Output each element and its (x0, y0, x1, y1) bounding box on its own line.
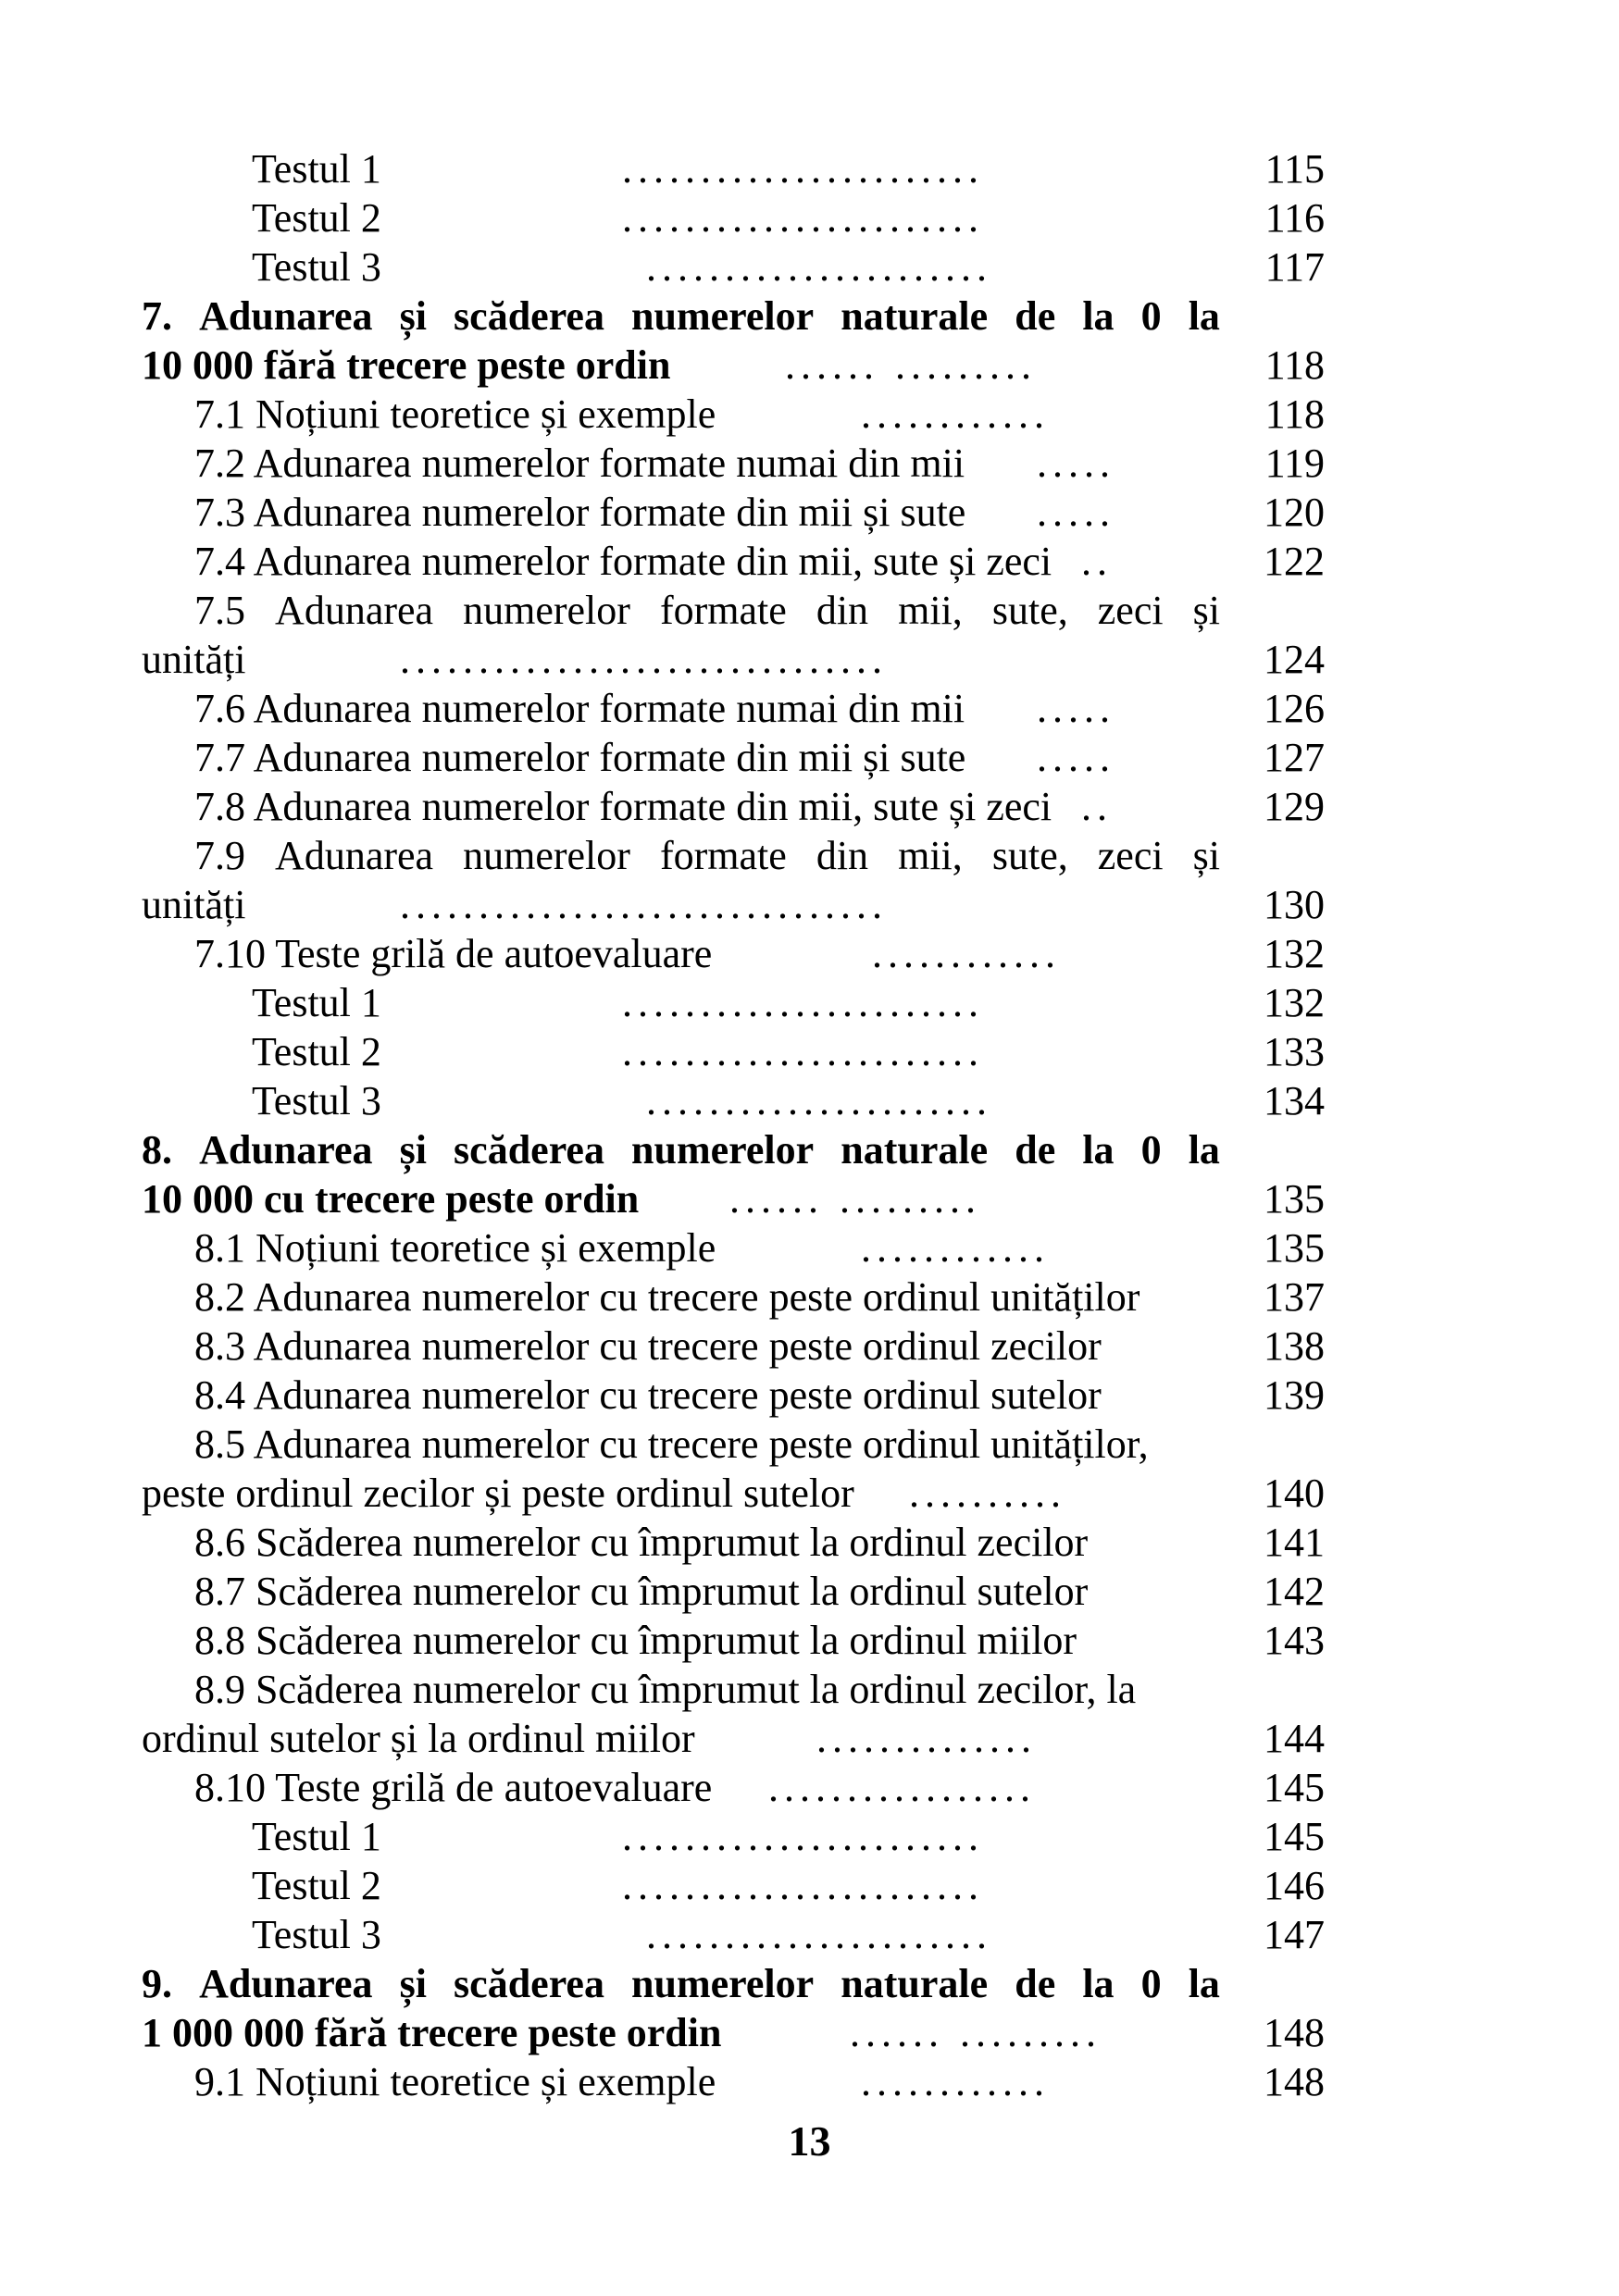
toc-entry-title: Testul 2 (252, 195, 381, 241)
toc-page-number: 129 (1264, 784, 1325, 829)
toc-entry[interactable] (0, 292, 1619, 341)
dot-leader: ...................... (646, 244, 992, 290)
toc-page-number: 144 (1264, 1716, 1325, 1761)
toc-entry-title: Testul 3 (252, 1912, 381, 1957)
toc-entry[interactable] (0, 586, 1619, 635)
toc-entry[interactable] (0, 144, 1619, 193)
toc-entry-title: 7.7 Adunarea numerelor formate din mii și sute (194, 735, 966, 780)
toc-entry-title: 8.2 Adunarea numerelor cu trecere peste ordinul unităților (194, 1274, 1140, 1320)
dot-leader: .. (1081, 784, 1113, 829)
toc-page-number: 135 (1264, 1176, 1325, 1222)
dot-leader: .. (1081, 539, 1113, 584)
toc-page-number: 148 (1264, 2059, 1325, 2104)
toc-page-number: 133 (1264, 1029, 1325, 1074)
toc-entry[interactable] (0, 1420, 1619, 1469)
toc-page-number: 137 (1264, 1274, 1325, 1320)
toc-entry-title: Testul 3 (252, 244, 381, 290)
toc-entry-title: Testul 3 (252, 1078, 381, 1123)
toc-entry[interactable] (0, 1812, 1619, 1861)
toc-entry[interactable] (0, 1665, 1619, 1714)
toc-entry-title: unități (142, 882, 246, 927)
toc-page-number: 118 (1264, 342, 1325, 388)
dot-leader: ..... (1037, 441, 1115, 486)
dot-leader: ....................... (622, 1029, 984, 1074)
toc-page-number: 140 (1264, 1471, 1325, 1516)
toc-entry-title: 8.4 Adunarea numerelor cu trecere peste ordinul sutelor (194, 1372, 1102, 1418)
toc-entry[interactable] (0, 1027, 1619, 1076)
toc-entry-title: Testul 2 (252, 1863, 381, 1908)
toc-entry[interactable] (0, 929, 1619, 978)
toc-entry-title: 7.10 Teste grilă de autoevaluare (194, 931, 713, 976)
toc-page-number: 147 (1264, 1912, 1325, 1957)
toc-page-number: 139 (1264, 1372, 1325, 1418)
toc-entry-title: Testul 2 (252, 1029, 381, 1074)
toc-entry-title: peste ordinul zecilor și peste ordinul sutelor (142, 1471, 854, 1516)
toc-page-number: 117 (1264, 244, 1325, 290)
toc-entry-title: Testul 1 (252, 1814, 381, 1859)
toc-entry[interactable] (0, 1076, 1619, 1125)
toc-entry[interactable] (0, 1959, 1619, 2008)
toc-page-number: 116 (1264, 195, 1325, 241)
toc-entry[interactable] (0, 1371, 1619, 1420)
dot-leader: ..... (1037, 490, 1115, 535)
toc-entry[interactable] (0, 1518, 1619, 1567)
toc-page-number: 130 (1264, 882, 1325, 927)
dot-leader: ...................... (646, 1078, 992, 1123)
toc-entry-title: 8.10 Teste grilă de autoevaluare (194, 1765, 713, 1810)
toc-entry[interactable] (0, 831, 1619, 880)
toc-entry[interactable] (0, 880, 1619, 929)
toc-entry[interactable] (0, 1910, 1619, 1959)
dot-leader: ....................... (622, 1863, 984, 1908)
toc-page-number: 119 (1264, 441, 1325, 486)
toc-entry-title: 8.6 Scăderea numerelor cu împrumut la ordinul zecilor (194, 1520, 1089, 1565)
toc-entry[interactable] (0, 2057, 1619, 2106)
toc-page-number: 132 (1264, 931, 1325, 976)
dot-leader: ...................... (646, 1912, 992, 1957)
toc-entry[interactable] (0, 684, 1619, 733)
toc-entry[interactable] (0, 978, 1619, 1027)
toc-page-number: 115 (1264, 146, 1325, 192)
toc-entry[interactable] (0, 782, 1619, 831)
toc-entry-title: 7.6 Adunarea numerelor formate numai din mii (194, 686, 965, 731)
dot-leader: .............. (816, 1716, 1037, 1761)
toc-entry-title: 7.8 Adunarea numerelor formate din mii, sute și zeci (194, 784, 1052, 829)
dot-leader: ...... ......... (850, 2010, 1102, 2055)
toc-entry-title: 8.3 Adunarea numerelor cu trecere peste ordinul zecilor (194, 1323, 1102, 1369)
toc-entry[interactable] (0, 537, 1619, 586)
toc-entry[interactable] (0, 341, 1619, 390)
toc-entry[interactable] (0, 242, 1619, 292)
toc-entry[interactable] (0, 1616, 1619, 1665)
toc-entry-title: 8.7 Scăderea numerelor cu împrumut la ordinul sutelor (194, 1569, 1089, 1614)
toc-entry-title: 7.5 Adunarea numerelor formate din mii, sute, zeci și (194, 588, 1220, 633)
toc-page-number: 142 (1264, 1569, 1325, 1614)
toc-entry-title: 7.4 Adunarea numerelor formate din mii, sute și zeci (194, 539, 1052, 584)
dot-leader: ...... ......... (729, 1176, 981, 1222)
toc-entry[interactable] (0, 1223, 1619, 1272)
toc-entry-title: 9.1 Noțiuni teoretice și exemple (194, 2059, 716, 2104)
toc-entry[interactable] (0, 1567, 1619, 1616)
dot-leader: ............ (861, 1225, 1050, 1271)
toc-entry-title: unități (142, 637, 246, 682)
dot-leader: ............ (861, 2059, 1050, 2104)
dot-leader: ................. (768, 1765, 1036, 1810)
dot-leader: .......... (909, 1471, 1066, 1516)
toc-entry[interactable] (0, 635, 1619, 684)
page-number: 13 (788, 2117, 831, 2165)
toc-entry[interactable] (0, 1322, 1619, 1371)
toc-page-number: 122 (1264, 539, 1325, 584)
toc-entry-title: 8.1 Noțiuni teoretice și exemple (194, 1225, 716, 1271)
toc-entry[interactable] (0, 390, 1619, 439)
toc-page-number: 127 (1264, 735, 1325, 780)
toc-entry[interactable] (0, 1272, 1619, 1322)
dot-leader: ............ (872, 931, 1061, 976)
dot-leader: ....................... (622, 195, 984, 241)
dot-leader: ..... (1037, 686, 1115, 731)
toc-entry-title: 7.2 Adunarea numerelor formate numai din mii (194, 441, 965, 486)
toc-page-number: 126 (1264, 686, 1325, 731)
toc-entry-title: 8. Adunarea și scăderea numerelor naturale de la 0 la (142, 1127, 1220, 1173)
toc-entry[interactable] (0, 2008, 1619, 2057)
toc-entry-title: 8.8 Scăderea numerelor cu împrumut la ordinul miilor (194, 1618, 1077, 1663)
toc-entry[interactable] (0, 1763, 1619, 1812)
toc-page-number: 135 (1264, 1225, 1325, 1271)
toc-entry[interactable] (0, 1174, 1619, 1223)
toc-entry-title: 7.1 Noțiuni teoretice și exemple (194, 391, 716, 437)
dot-leader: ...... ......... (785, 342, 1037, 388)
dot-leader: ............ (861, 391, 1050, 437)
toc-page-number: 143 (1264, 1618, 1325, 1663)
toc-page-number: 118 (1264, 391, 1325, 437)
toc-entry-title: 10 000 cu trecere peste ordin (142, 1176, 640, 1222)
toc-entry[interactable] (0, 1714, 1619, 1763)
dot-leader: ....................... (622, 146, 984, 192)
toc-entry[interactable] (0, 1469, 1619, 1518)
toc-entry[interactable] (0, 733, 1619, 782)
dot-leader: ............................... (400, 637, 888, 682)
toc-entry-title: 9. Adunarea și scăderea numerelor naturale de la 0 la (142, 1961, 1220, 2006)
toc-page-number: 138 (1264, 1323, 1325, 1369)
toc-entry[interactable] (0, 1125, 1619, 1174)
toc-entry[interactable] (0, 193, 1619, 242)
toc-entry-title: Testul 1 (252, 146, 381, 192)
toc-page-number: 134 (1264, 1078, 1325, 1123)
dot-leader: ....................... (622, 980, 984, 1025)
toc-entry-title: Testul 1 (252, 980, 381, 1025)
toc-entry[interactable] (0, 439, 1619, 488)
toc-entry-title: 10 000 fără trecere peste ordin (142, 342, 671, 388)
toc-entry-title: 7.9 Adunarea numerelor formate din mii, sute, zeci și (194, 833, 1220, 878)
toc-page-number: 148 (1264, 2010, 1325, 2055)
dot-leader: ....................... (622, 1814, 984, 1859)
toc-entry[interactable] (0, 1861, 1619, 1910)
toc-entry-title: 8.9 Scăderea numerelor cu împrumut la ordinul zecilor, la (194, 1667, 1137, 1712)
toc-entry-title: 8.5 Adunarea numerelor cu trecere peste ordinul unităților, (194, 1421, 1149, 1467)
toc-entry-title: 7. Adunarea și scăderea numerelor naturale de la 0 la (142, 293, 1220, 339)
toc-page-number: 145 (1264, 1814, 1325, 1859)
toc-entry-title: 1 000 000 fără trecere peste ordin (142, 2010, 722, 2055)
toc-page-number: 120 (1264, 490, 1325, 535)
toc-entry-title: 7.3 Adunarea numerelor formate din mii și sute (194, 490, 966, 535)
toc-page-number: 145 (1264, 1765, 1325, 1810)
toc-page-number: 132 (1264, 980, 1325, 1025)
toc-page-number: 124 (1264, 637, 1325, 682)
toc-entry-title: ordinul sutelor și la ordinul miilor (142, 1716, 695, 1761)
dot-leader: ..... (1037, 735, 1115, 780)
toc-entry[interactable] (0, 488, 1619, 537)
toc-page-number: 146 (1264, 1863, 1325, 1908)
dot-leader: ............................... (400, 882, 888, 927)
toc-page-number: 141 (1264, 1520, 1325, 1565)
